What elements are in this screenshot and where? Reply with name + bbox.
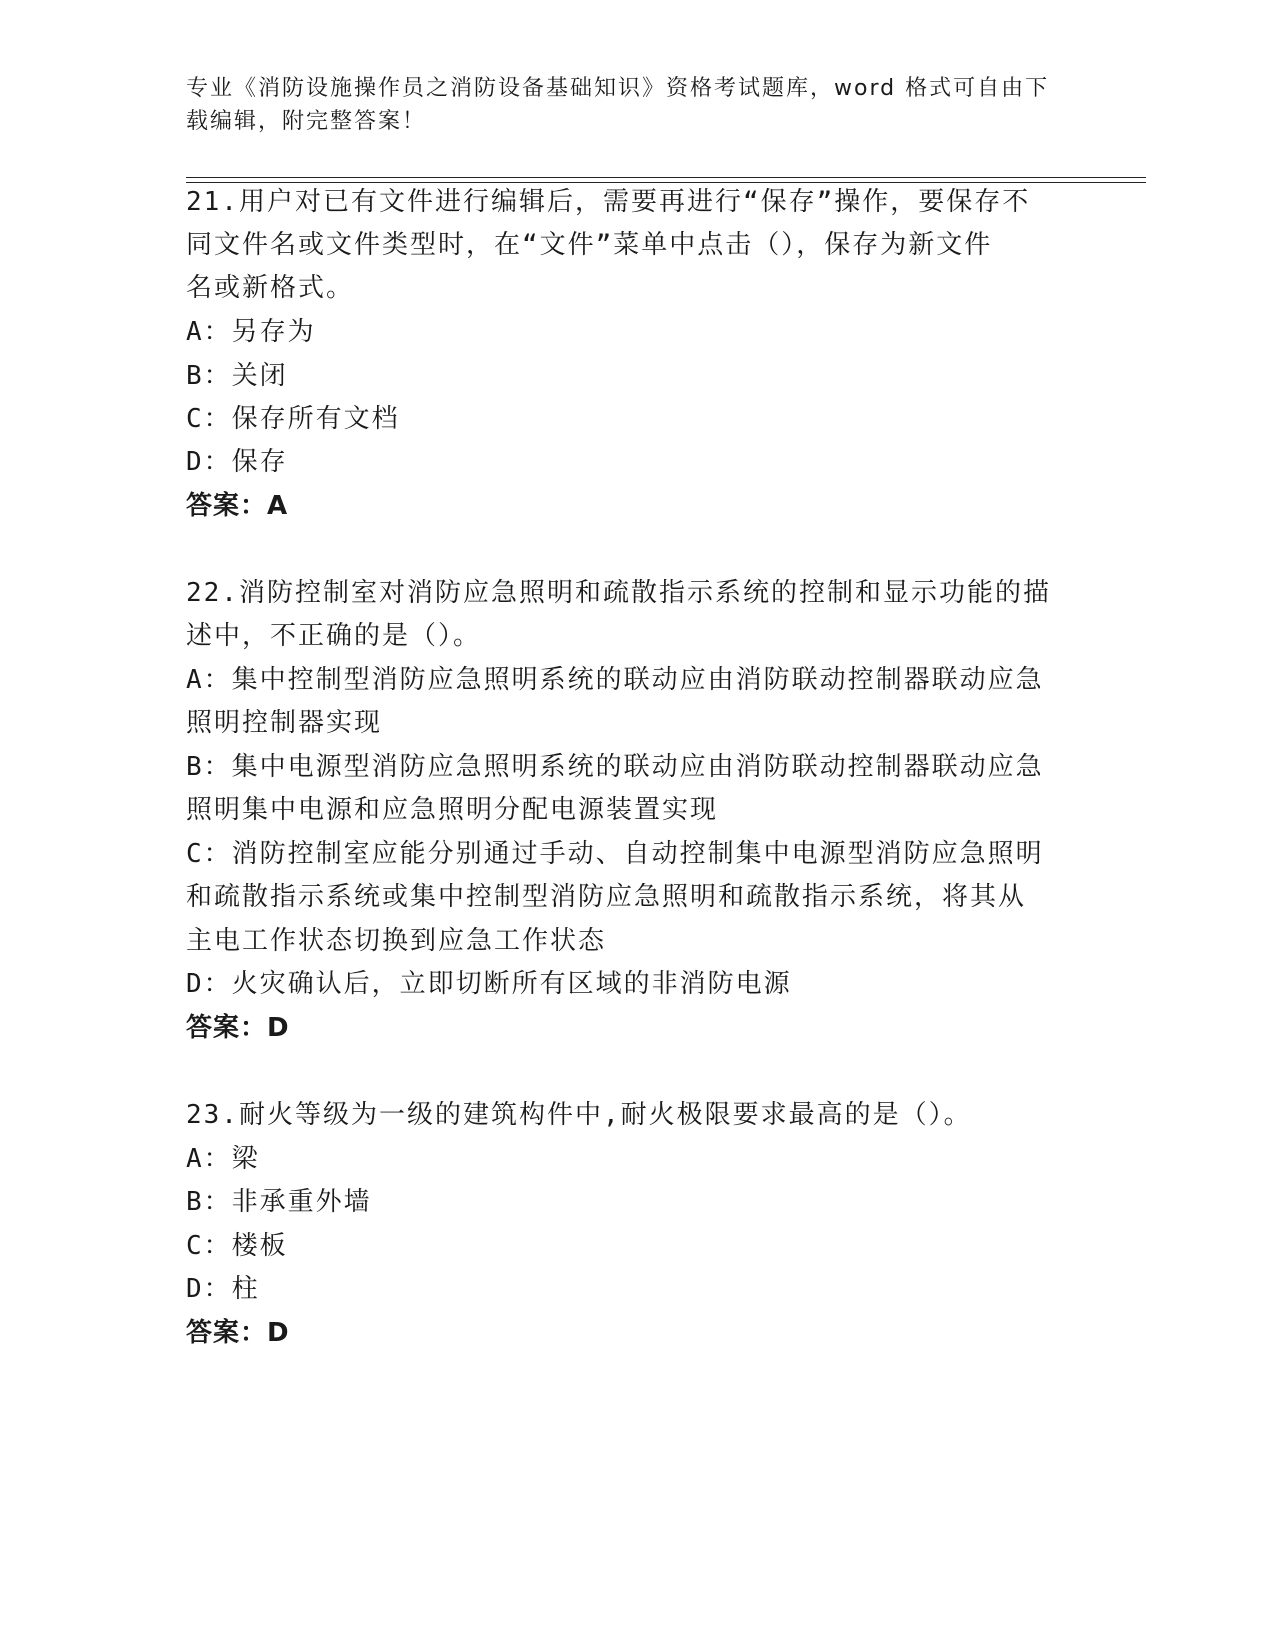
header-rule-top <box>186 177 1146 178</box>
question-23-option-c: C：楼板 <box>186 1231 288 1261</box>
question-21-line-1: 21.用户对已有文件进行编辑后，需要再进行“保存”操作，要保存不 <box>186 187 1031 217</box>
question-21-line-3: 名或新格式。 <box>186 273 355 303</box>
question-23-option-d: D：柱 <box>186 1274 260 1304</box>
question-21-option-b: B：关闭 <box>186 361 288 391</box>
question-21-option-c: C：保存所有文档 <box>186 404 400 434</box>
question-21-option-d: D：保存 <box>186 447 288 477</box>
question-23-line-1: 23.耐火等级为一级的建筑构件中,耐火极限要求最高的是（）。 <box>186 1100 972 1130</box>
question-21-answer: 答案：A <box>186 491 289 521</box>
question-21-option-a: A：另存为 <box>186 317 316 347</box>
question-22-line-2: 述中，不正确的是（）。 <box>186 621 482 651</box>
question-22-option-c-line-3: 主电工作状态切换到应急工作状态 <box>186 926 607 956</box>
header-line-1: 专业《消防设施操作员之消防设备基础知识》资格考试题库，word 格式可自由下 <box>186 76 1050 101</box>
question-23-option-a: A：梁 <box>186 1144 260 1174</box>
question-23-answer: 答案：D <box>186 1318 290 1348</box>
question-21-line-2: 同文件名或文件类型时，在“文件”菜单中点击（），保存为新文件 <box>186 230 993 260</box>
question-22-option-b-line-1: B：集中电源型消防应急照明系统的联动应由消防联动控制器联动应急 <box>186 752 1044 782</box>
document-header-note <box>186 72 1086 138</box>
question-22-option-a-line-1: A：集中控制型消防应急照明系统的联动应由消防联动控制器联动应急 <box>186 665 1044 695</box>
question-22-option-d: D：火灾确认后，立即切断所有区域的非消防电源 <box>186 969 792 999</box>
header-line-2: 载编辑，附完整答案！ <box>186 109 427 134</box>
question-22-option-b-line-2: 照明集中电源和应急照明分配电源装置实现 <box>186 795 719 825</box>
question-22-line-1: 22.消防控制室对消防应急照明和疏散指示系统的控制和显示功能的描 <box>186 578 1051 608</box>
question-23-option-b: B：非承重外墙 <box>186 1187 372 1217</box>
question-22-option-a-line-2: 照明控制器实现 <box>186 708 383 738</box>
question-22-option-c-line-2: 和疏散指示系统或集中控制型消防应急照明和疏散指示系统，将其从 <box>186 882 1027 912</box>
question-22-option-c-line-1: C：消防控制室应能分别通过手动、自动控制集中电源型消防应急照明 <box>186 839 1044 869</box>
question-22-answer: 答案：D <box>186 1013 290 1043</box>
